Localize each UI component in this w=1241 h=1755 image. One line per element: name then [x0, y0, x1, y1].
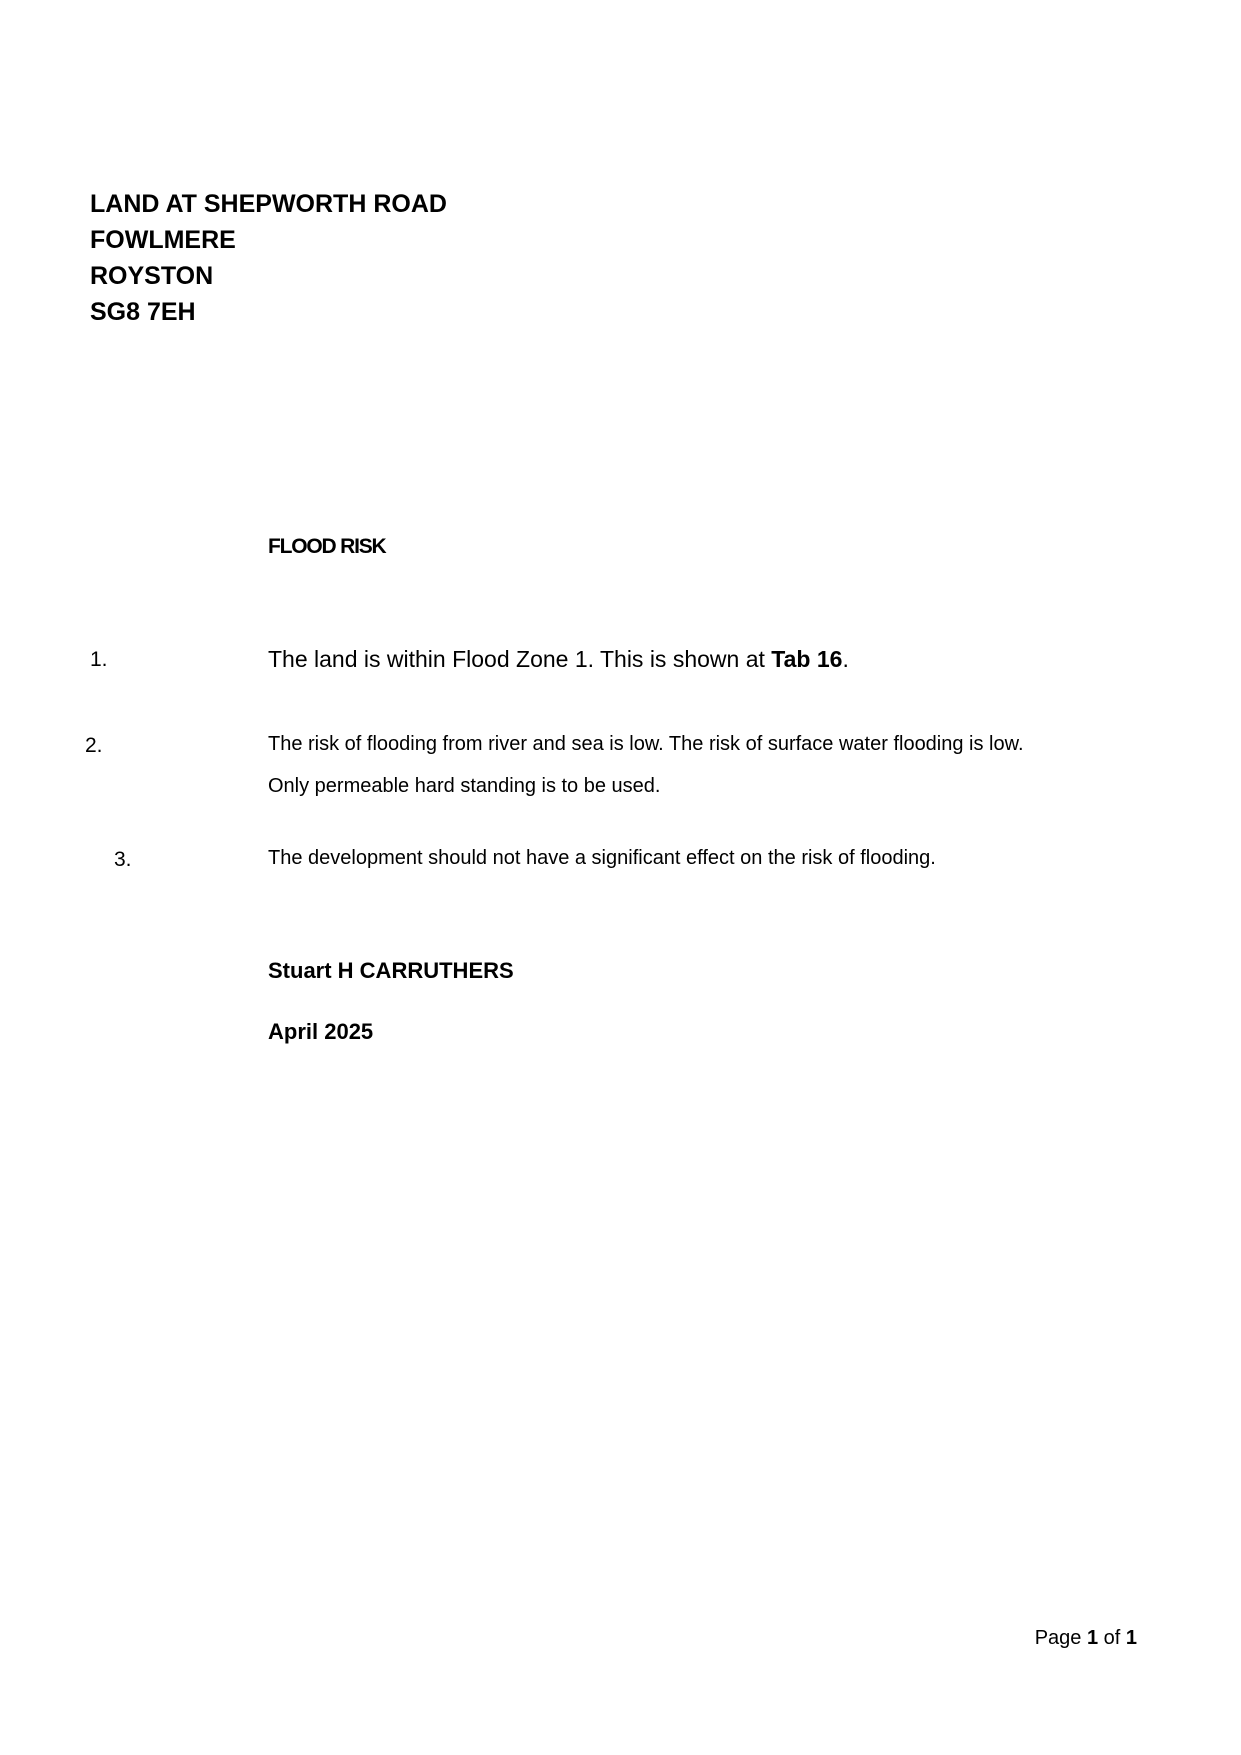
signature-date: April 2025 [268, 1019, 374, 1044]
page-total: 1 [1125, 1627, 1137, 1649]
item-2-line-2: Only permeable hard standing is to be used. [268, 775, 661, 797]
item-number-2: 2. [85, 734, 103, 757]
section-title: FLOOD RISK [268, 535, 386, 558]
address-block [90, 186, 447, 330]
address-line-2: FOWLMERE [90, 226, 236, 254]
item-text-3: The development should not have a significant effect on the risk of flooding. [268, 847, 936, 869]
item-1-text-before: The land is within Flood Zone 1. This is shown at [268, 646, 772, 672]
page-number-footer [1035, 1627, 1137, 1650]
address-line-3: ROYSTON [90, 262, 214, 290]
page-label: Page [1034, 1627, 1087, 1649]
item-text-2 [268, 723, 1024, 807]
address-line-1: LAND AT SHEPWORTH ROAD [90, 190, 447, 218]
item-2-line-1: The risk of flooding from river and sea is low. The risk of surface water flooding is low. [268, 733, 1024, 755]
item-1-text-after: . [842, 646, 849, 672]
item-number-1: 1. [90, 648, 108, 671]
item-1-tab-reference: Tab 16 [771, 646, 843, 672]
signature-name: Stuart H CARRUTHERS [268, 958, 514, 983]
of-label: of [1098, 1627, 1126, 1649]
address-postcode: SG8 7EH [90, 298, 196, 326]
item-text-1 [268, 646, 849, 673]
page-current: 1 [1086, 1627, 1099, 1649]
item-number-3: 3. [114, 848, 132, 871]
